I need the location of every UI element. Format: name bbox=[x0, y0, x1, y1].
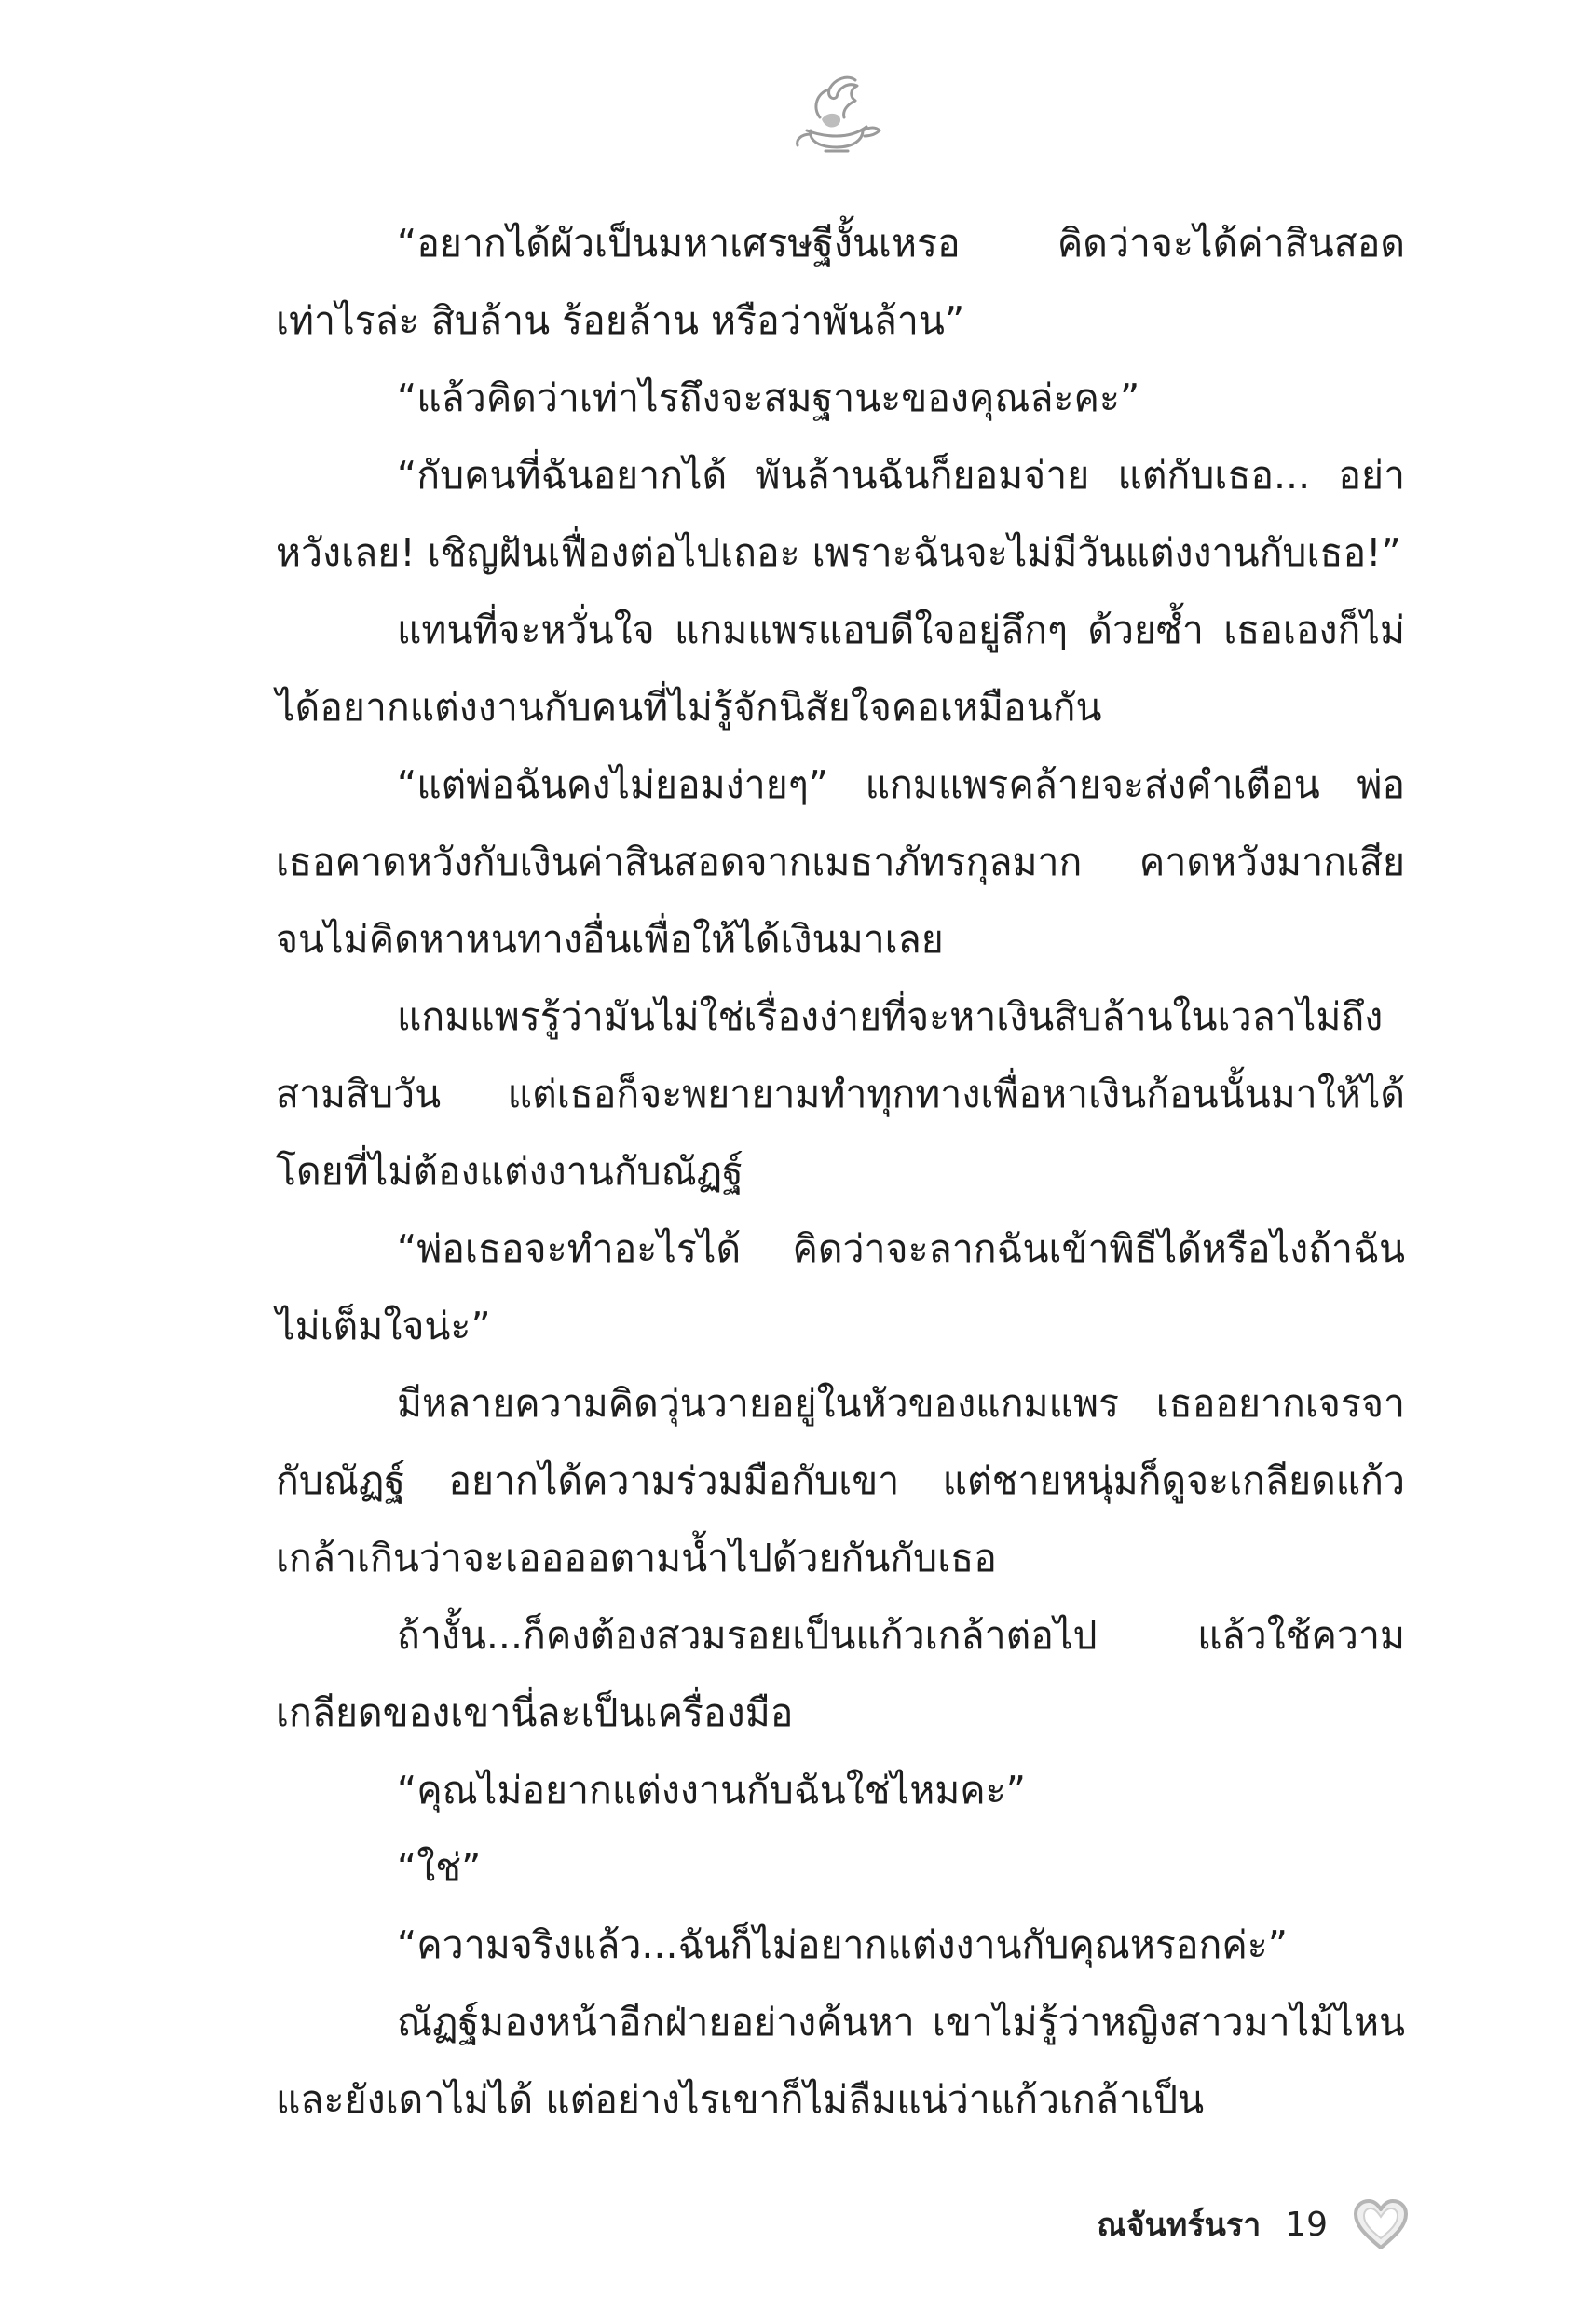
paragraph: “อยากได้ผัวเป็นมหาเศรษฐีงั้นเหรอ คิดว่าจะได้ค่าสินสอดเท่าไรล่ะ สิบล้าน ร้อยล้าน หรือว่าพันล้าน” bbox=[276, 221, 1405, 343]
paragraph: ณัฏฐ์มองหน้าอีกฝ่ายอย่างค้นหา เขาไม่รู้ว่าหญิงสาวมาไม้ไหนและยังเดาไม่ได้ แต่อย่างไรเขาก็ไม่ลืมแน่ว่าแก้วเกล้าเป็น bbox=[276, 2000, 1405, 2122]
magic-lamp-icon bbox=[788, 69, 885, 166]
page-footer bbox=[1097, 2192, 1410, 2257]
page-number: 19 bbox=[1285, 2205, 1328, 2244]
paragraph: “กับคนที่ฉันอยากได้ พันล้านฉันก็ยอมจ่าย แต่กับเธอ... อย่าหวังเลย! เชิญฝันเฟื่องต่อไปเถอะ เพราะฉันจะไม่มีวันแต่งงานกับเธอ!” bbox=[276, 453, 1405, 575]
paragraph: “พ่อเธอจะทำอะไรได้ คิดว่าจะลากฉันเข้าพิธีได้หรือไงถ้าฉันไม่เต็มใจน่ะ” bbox=[276, 1226, 1405, 1348]
paragraph: “คุณไม่อยากแต่งงานกับฉันใช่ไหมคะ” bbox=[397, 1768, 1026, 1812]
paragraph: แกมแพรรู้ว่ามันไม่ใช่เรื่องง่ายที่จะหาเงินสิบล้านในเวลาไม่ถึงสามสิบวัน แต่เธอก็จะพยายามทำทุกทางเพื่อหาเงินก้อนนั้นมาให้ได้ โดยที่ไม่ต้องแต่งงานกับณัฏฐ์ bbox=[276, 994, 1405, 1194]
paragraph: “ใช่” bbox=[397, 1845, 482, 1890]
paragraph: “แต่พ่อฉันคงไม่ยอมง่ายๆ” แกมแพรคล้ายจะส่งคำเตือน พ่อเธอคาดหวังกับเงินค่าสินสอดจากเมธาภัทรกุลมาก คาดหวังมากเสียจนไม่คิดหาหนทางอื่นเพื่อให้ได้เงินมาเลย bbox=[276, 762, 1405, 962]
paragraph: มีหลายความคิดวุ่นวายอยู่ในหัวของแกมแพร เธออยากเจรจากับณัฏฐ์ อยากได้ความร่วมมือกับเขา แต่ชายหนุ่มก็ดูจะเกลียดแก้วเกล้าเกินว่าจะเออออตามน้ำไปด้วยกันกับเธอ bbox=[276, 1381, 1405, 1580]
author-name: ณจันทร์นรา bbox=[1097, 2207, 1262, 2244]
heart-icon bbox=[1352, 2197, 1410, 2251]
paragraph: แทนที่จะหวั่นใจ แกมแพรแอบดีใจอยู่ลึกๆ ด้วยซ้ำ เธอเองก็ไม่ได้อยากแต่งงานกับคนที่ไม่รู้จักนิสัยใจคอเหมือนกัน bbox=[276, 608, 1405, 730]
paragraph: ถ้างั้น...ก็คงต้องสวมรอยเป็นแก้วเกล้าต่อไป แล้วใช้ความเกลียดของเขานี่ละเป็นเครื่องมือ bbox=[276, 1613, 1405, 1735]
paragraph: “แล้วคิดว่าเท่าไรถึงจะสมฐานะของคุณล่ะคะ” bbox=[397, 376, 1140, 420]
paragraph: “ความจริงแล้ว...ฉันก็ไม่อยากแต่งงานกับคุณหรอกค่ะ” bbox=[397, 1922, 1289, 1967]
chapter-text bbox=[276, 205, 1405, 2139]
